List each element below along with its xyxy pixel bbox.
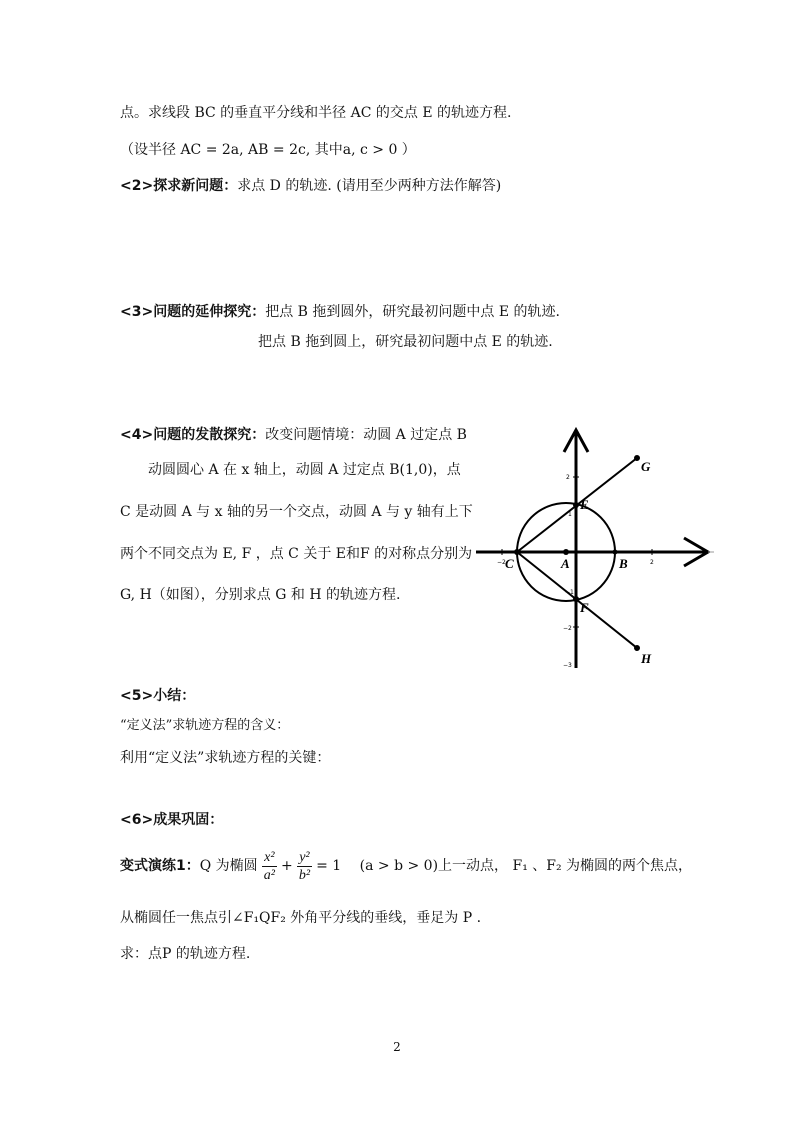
- section-4-line-2: 动圆圆心 A 在 x 轴上，动圆 A 过定点 B(1,0)，点: [148, 462, 461, 478]
- y-squared: y²: [299, 849, 310, 865]
- section-3-text: 把点 B 拖到圆外，研究最初问题中点 E 的轨迹.: [265, 304, 560, 320]
- section-4-heading: <4>问题的发散探究：: [120, 427, 266, 443]
- section-2-line: [120, 176, 501, 196]
- a-squared: a²: [263, 867, 275, 883]
- equals-one: = 1: [316, 858, 342, 874]
- section-3-line: [120, 302, 560, 322]
- tick-label-x-neg2: −2: [497, 559, 506, 566]
- label-A: A: [561, 556, 570, 571]
- section-4-line-3: C 是动圆 A 与 x 轴的另一个交点，动圆 A 与 y 轴有上下: [120, 504, 473, 520]
- label-C: C: [505, 556, 514, 571]
- exercise-heading: 变式演练1：: [120, 858, 200, 874]
- tick-label-x-pos2: 2: [650, 559, 654, 566]
- x-squared: x²: [264, 849, 275, 865]
- problem-setting-line: （设半径 AC = 2a, AB = 2c, 其中a, c > 0 ）: [120, 142, 416, 158]
- section-4-text: 改变问题情境：动圆 A 过定点 B: [265, 427, 467, 443]
- section-4-line: [120, 425, 467, 445]
- tick-label-y-pos1: 1: [568, 511, 572, 518]
- section-5-heading: <5>小结：: [120, 688, 196, 704]
- section-4-line-4: 两个不同交点为 E, F ，点 C 关于 E和F 的对称点分别为: [120, 546, 473, 562]
- point-A: [563, 549, 569, 555]
- label-E: E: [580, 497, 589, 512]
- problem-statement-line: 点。求线段 BC 的垂直平分线和半径 AC 的交点 E 的轨迹方程.: [120, 105, 512, 121]
- label-G: G: [641, 459, 651, 474]
- point-C: [514, 549, 520, 555]
- b-squared: b²: [298, 867, 311, 883]
- ellipse-condition: (a > b > 0): [359, 858, 439, 874]
- page-number: 2: [393, 1040, 401, 1054]
- summary-key-line: 利用“定义法”求轨迹方程的关键：: [120, 750, 331, 766]
- geometry-figure: [472, 418, 722, 678]
- exercise-text-b: 上一动点， F₁ 、F₂ 为椭圆的两个焦点，: [438, 858, 693, 874]
- tick-label-y-neg1: −1: [565, 589, 574, 596]
- point-F: [573, 596, 579, 602]
- point-E: [573, 502, 579, 508]
- point-B: [613, 550, 618, 555]
- ellipse-x-fraction: [262, 849, 276, 884]
- ellipse-y-fraction: [297, 849, 311, 884]
- summary-meaning-line: “定义法”求轨迹方程的含义：: [120, 718, 290, 733]
- point-G: [634, 455, 640, 461]
- section-3-line-2: 把点 B 拖到圆上，研究最初问题中点 E 的轨迹.: [258, 334, 553, 350]
- tick-label-y-neg2: −2: [563, 625, 572, 632]
- label-B: B: [619, 556, 628, 571]
- label-H: H: [641, 651, 652, 666]
- exercise-line: [120, 846, 692, 886]
- exercise-text-a: Q 为椭圆: [199, 858, 258, 874]
- label-F: F: [580, 600, 589, 615]
- section-6-heading: <6>成果巩固：: [120, 812, 224, 828]
- section-2-text: 求点 D 的轨迹. (请用至少两种方法作解答): [237, 178, 502, 194]
- tick-label-y-neg3: −3: [563, 662, 572, 669]
- section-3-heading: <3>问题的延伸探究：: [120, 304, 266, 320]
- tick-label-y-pos2: 2: [566, 474, 570, 481]
- plus-sign: +: [281, 858, 293, 874]
- section-2-heading: <2>探求新问题：: [120, 178, 238, 194]
- section-4-line-5: G, H（如图），分别求点 G 和 H 的轨迹方程.: [120, 587, 401, 603]
- exercise-line-3: 求：点P 的轨迹方程.: [120, 946, 251, 962]
- point-H: [634, 645, 640, 651]
- exercise-line-2: 从椭圆任一焦点引∠F₁QF₂ 外角平分线的垂线，垂足为 P .: [120, 910, 482, 926]
